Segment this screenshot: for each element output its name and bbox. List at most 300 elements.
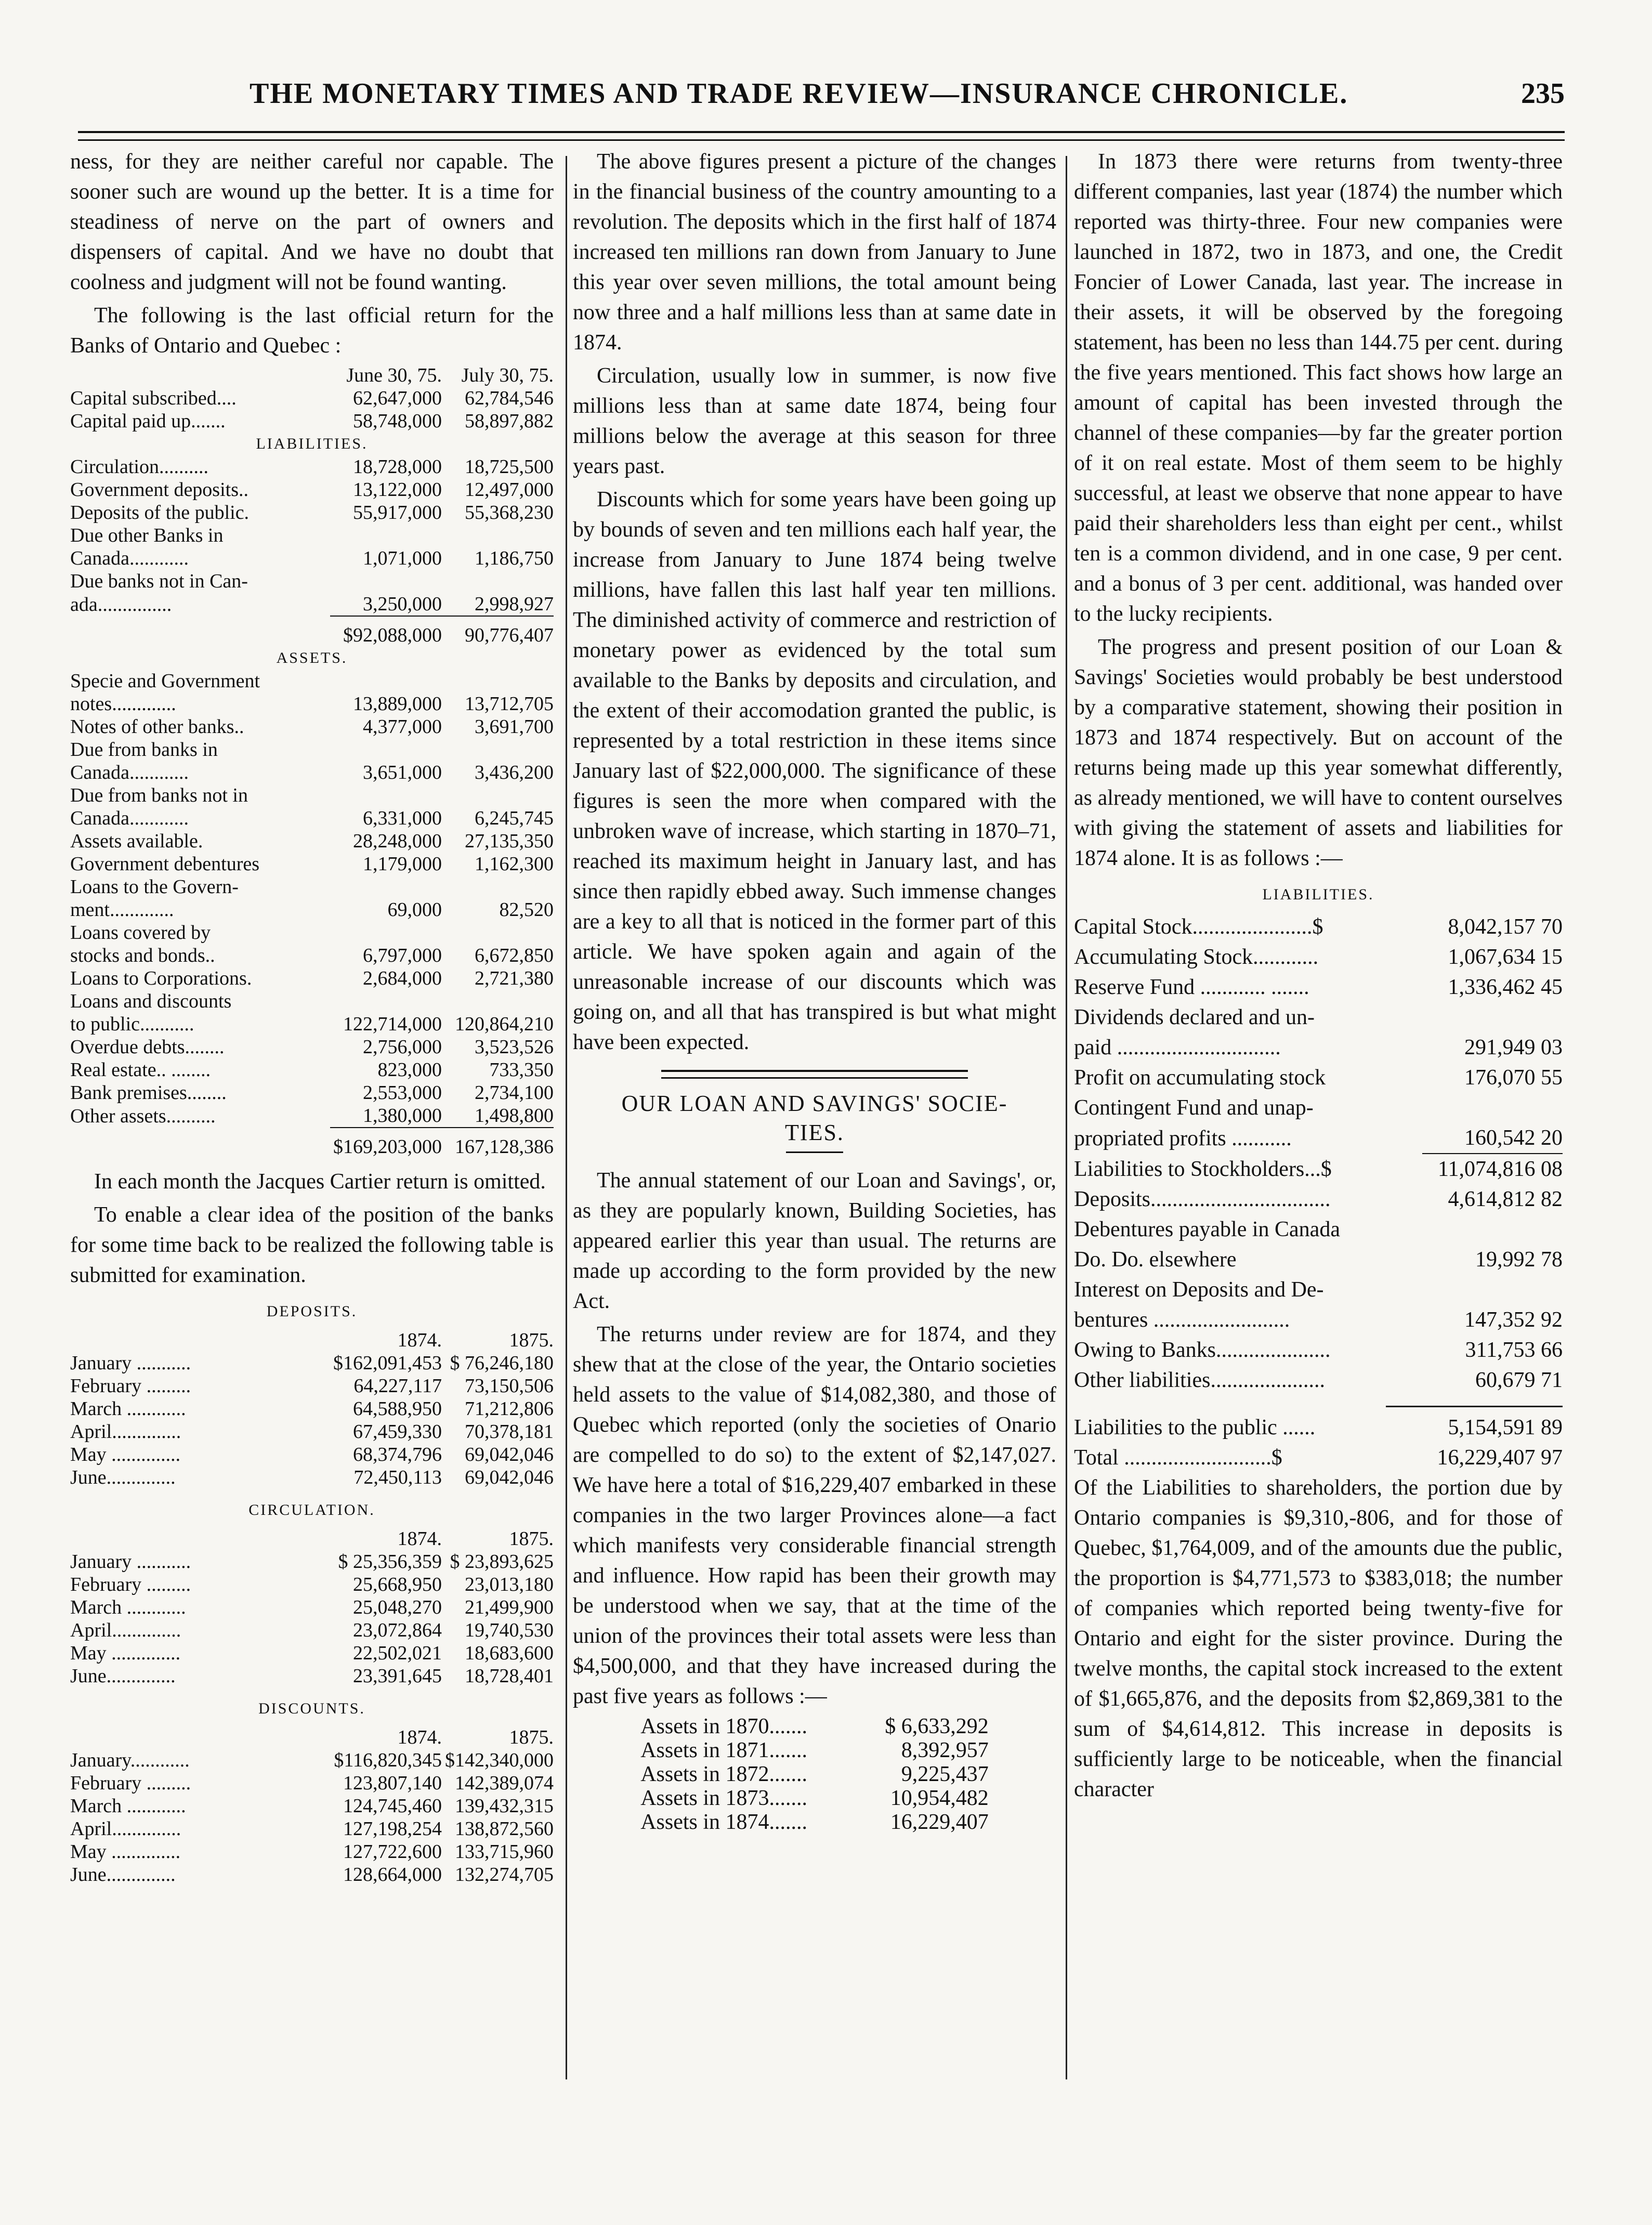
cell-value: 72,450,113 <box>353 1467 442 1488</box>
paragraph: The above figures present a picture of the changes in the financial business of the country amounting to a revolution. The deposits which in the first half of 1874 increased ten millions ran down from January to June this year over seven millions, the total amount being now three and a half millions less than at same date in 1874. <box>573 150 1056 355</box>
table-row <box>70 875 554 898</box>
cell-value: 55,368,230 <box>465 502 554 523</box>
row-label: Assets in 1872....... <box>640 1762 808 1786</box>
cell-value: 2,756,000 <box>363 1036 442 1058</box>
table-row <box>70 547 554 570</box>
cell-value: 6,672,850 <box>475 945 554 966</box>
cell-value: 4,377,000 <box>363 716 442 738</box>
table-row <box>70 967 554 990</box>
row-label: ment............. <box>70 899 174 921</box>
row-label: March ............ <box>70 1596 186 1618</box>
cell-value: 1,380,000 <box>363 1105 442 1127</box>
cell-value: $ 76,246,180 <box>450 1352 554 1374</box>
table-row <box>70 1840 554 1863</box>
society-liabilities-table <box>1074 912 1563 1395</box>
paragraph: Discounts which for some years have been going up by bounds of seven and ten millions each half year, the increase from January to June 1874 being twelve millions, have fallen this last half year ten millions. The diminished activity of commerce and restriction of monetary power as evidenced by the total sum available to the Banks by deposits and circulation, and the extent of their accomodation granted the public, is represented by a total restriction in these items since January last of $22,000,000. The significance of these figures is seen the more when compared with the unbroken wave of increase, which starting in 1870–71, reached its maximum height in January last, and has since then rapidly ebbed away. Such immense changes are a key to all that is noticed in the former part of this article. We have spoken again and again of the unreasonable increase of our discounts which was going on, and all that has transpired is but what might have been expected. <box>573 488 1056 1054</box>
cell-value: $ 23,893,625 <box>450 1551 554 1573</box>
cell-value: 13,889,000 <box>353 693 442 715</box>
cell-value <box>442 570 554 593</box>
cell-value: 1,071,000 <box>363 547 442 569</box>
table-row <box>1074 1093 1563 1123</box>
monthly-table <box>70 1527 554 1687</box>
table-row <box>70 570 554 593</box>
row-value: 291,949 03 <box>1464 1036 1563 1059</box>
row-label: notes............. <box>70 693 176 715</box>
cell-value: 2,734,100 <box>475 1082 554 1104</box>
cell-value: 733,350 <box>489 1059 554 1081</box>
paragraph: The returns under review are for 1874, and they shew that at the close of the year, the Ontario societies held assets to the value of $14,082,380, and those of Quebec which reported (only the societies of Onario are compelled to do so) to the extent of $2,147,027. We have here a total of $16,229,407 embarked in these companies in the two larger Provinces alone—a fact which manifests very considerable financial strength and influence. How rapid has been their growth may be understood when we say, that at the time of the union of the provinces their total assets were less than $4,500,000, and that they have increased during the past five years as follows :— <box>573 1323 1056 1708</box>
cell-value <box>442 524 554 547</box>
article-title <box>573 1089 1056 1147</box>
row-value: 8,392,957 <box>901 1738 989 1762</box>
cell-value: 70,378,181 <box>465 1421 554 1443</box>
row-label: June.............. <box>70 1665 176 1687</box>
table-row <box>70 715 554 738</box>
monthly-table <box>70 1726 554 1886</box>
table-row <box>640 1762 989 1786</box>
cell-value: 68,374,796 <box>353 1444 442 1465</box>
monthly-tables <box>70 1297 554 1886</box>
society-totals-table <box>1074 1412 1563 1473</box>
column-header: June 30, 75. <box>346 364 442 386</box>
table-row <box>1074 1305 1563 1335</box>
column-3 <box>1074 147 1563 1808</box>
cell-value: 13,122,000 <box>353 479 442 501</box>
row-label: April.............. <box>70 1619 181 1641</box>
row-label: March ............ <box>70 1795 186 1817</box>
column-header: 1875. <box>509 1726 554 1748</box>
row-label: Government debentures <box>70 853 260 875</box>
table-row <box>70 921 554 944</box>
cell-value: 2,721,380 <box>475 967 554 989</box>
table-row <box>1074 1184 1563 1214</box>
row-value <box>1422 1002 1563 1032</box>
row-label: Total ...........................$ <box>1074 1446 1282 1470</box>
column-header: 1875. <box>509 1329 554 1351</box>
row-value: 160,542 20 <box>1464 1126 1563 1150</box>
row-label: Other liabilities..................... <box>1074 1368 1325 1392</box>
cell-value: 21,499,900 <box>465 1596 554 1618</box>
cell-value: 2,684,000 <box>363 967 442 989</box>
section-divider <box>661 1070 968 1079</box>
column-divider <box>566 156 567 2079</box>
table-row <box>70 1397 554 1420</box>
row-label: Debentures payable in Canada <box>1074 1218 1340 1241</box>
total-cell: $92,088,000 <box>330 616 442 647</box>
row-label: Contingent Fund and unap- <box>1074 1096 1314 1120</box>
cell-value: 71,212,806 <box>465 1398 554 1420</box>
cell-value: 18,725,500 <box>465 456 554 478</box>
cell-value: 123,807,140 <box>343 1772 442 1794</box>
row-label: March ............ <box>70 1398 186 1420</box>
running-head <box>78 77 1565 113</box>
cell-value: 18,728,000 <box>353 456 442 478</box>
cell-value: 23,072,864 <box>353 1619 442 1641</box>
row-label: Assets in 1871....... <box>640 1738 808 1762</box>
row-label: Due other Banks in <box>70 525 224 546</box>
cell-value: 25,668,950 <box>353 1574 442 1595</box>
monthly-table <box>70 1329 554 1489</box>
row-value: 8,042,157 70 <box>1448 915 1563 939</box>
table-row <box>640 1738 989 1762</box>
paragraph: In each month the Jacques Cartier return is omitted. <box>94 1170 546 1194</box>
cell-value: 69,042,046 <box>465 1467 554 1488</box>
row-label: Interest on Deposits and De- <box>1074 1278 1324 1302</box>
table-row <box>1074 1154 1563 1184</box>
cell-value: 13,712,705 <box>465 693 554 715</box>
section-head: LIABILITIES. <box>1262 886 1374 903</box>
row-label: Profit on accumulating stock <box>1074 1066 1326 1090</box>
row-value: 9,225,437 <box>901 1762 989 1786</box>
paragraph: The following is the last official return for the Banks of Ontario and Quebec : <box>70 304 554 358</box>
cell-value <box>442 875 554 898</box>
cell-value: 2,998,927 <box>475 593 554 615</box>
section-head: CIRCULATION. <box>248 1501 375 1519</box>
row-label: Due banks not in Can- <box>70 570 248 592</box>
cell-value <box>330 524 442 547</box>
column-1 <box>70 147 554 1886</box>
table-row <box>70 455 554 478</box>
section-head: DEPOSITS. <box>266 1303 358 1320</box>
paragraph: The annual statement of our Loan and Savings', or, as they are popularly known, Building Societies, has appeared earlier this year than usual. The returns are made up according to the form provided by the new Act. <box>573 1169 1056 1313</box>
cell-value <box>330 875 442 898</box>
row-value: 19,992 78 <box>1475 1248 1563 1272</box>
row-label: February ......... <box>70 1772 191 1794</box>
row-label: Bank premises........ <box>70 1082 227 1104</box>
bank-return-table <box>70 364 554 1158</box>
column-header: 1875. <box>509 1528 554 1550</box>
blank-cell <box>70 1329 330 1352</box>
table-row <box>1074 1214 1563 1245</box>
cell-value: 22,502,021 <box>353 1642 442 1664</box>
cell-value: $116,820,345 <box>334 1749 442 1771</box>
total-cell: 90,776,407 <box>442 616 554 647</box>
row-value: 1,067,634 15 <box>1448 945 1563 969</box>
row-label: January ........... <box>70 1551 191 1573</box>
column-2 <box>573 147 1056 1834</box>
row-label: May .............. <box>70 1642 181 1664</box>
cell-value: 23,013,180 <box>465 1574 554 1595</box>
table-row <box>70 478 554 501</box>
row-label: Government deposits.. <box>70 479 249 501</box>
table-row <box>70 1817 554 1840</box>
row-label: April.............. <box>70 1421 181 1443</box>
section-head: DISCOUNTS. <box>258 1700 365 1717</box>
row-label: Specie and Government <box>70 670 260 692</box>
cell-value: 132,274,705 <box>455 1864 554 1886</box>
cell-value: 823,000 <box>377 1059 442 1081</box>
cell-value: 6,797,000 <box>363 945 442 966</box>
table-row <box>1074 1032 1563 1063</box>
cell-value: 1,162,300 <box>475 853 554 875</box>
row-label: propriated profits ........... <box>1074 1127 1292 1150</box>
row-label: Loans to the Govern- <box>70 876 239 898</box>
column-divider <box>1066 156 1067 2079</box>
table-row <box>70 830 554 853</box>
row-value: 1,336,462 45 <box>1448 975 1563 999</box>
cell-value: $162,091,453 <box>333 1352 442 1374</box>
row-label: February ......... <box>70 1375 191 1397</box>
paragraph: ness, for they are neither careful nor capable. The sooner such are wound up the better. It is a time for steadiness of nerve on the part of owners and dispensers of capital. And we have no doubt that coolness and judgment will not be found wanting. <box>70 150 554 294</box>
title-rule <box>786 1151 843 1153</box>
row-value: 16,229,407 97 <box>1437 1446 1563 1470</box>
table-row <box>70 784 554 807</box>
row-label: Overdue debts........ <box>70 1036 225 1058</box>
row-label: Reserve Fund ............ ....... <box>1074 975 1309 999</box>
cell-value: $ 25,356,359 <box>338 1551 442 1573</box>
cell-value: 28,248,000 <box>353 830 442 852</box>
total-row <box>70 1128 554 1158</box>
row-label: Canada............ <box>70 547 189 569</box>
article-title-line: OUR LOAN AND SAVINGS' SOCIE- <box>621 1091 1008 1116</box>
row-value: 311,753 66 <box>1465 1338 1563 1362</box>
row-value: 147,352 92 <box>1464 1308 1563 1332</box>
row-label: Due from banks in <box>70 739 218 761</box>
row-label: ada............... <box>70 594 172 616</box>
assets-by-year-table <box>640 1714 989 1834</box>
column-header: July 30, 75. <box>461 364 554 386</box>
table-row <box>70 1081 554 1104</box>
cell-value <box>330 784 442 807</box>
total-row <box>70 616 554 647</box>
table-row <box>1074 1443 1563 1473</box>
table-row <box>1074 1002 1563 1032</box>
table-row <box>1074 1123 1563 1154</box>
row-label: May .............. <box>70 1841 181 1863</box>
table-row <box>70 1104 554 1128</box>
table-row <box>70 593 554 616</box>
cell-value: 122,714,000 <box>343 1013 442 1035</box>
row-label: Liabilities to Stockholders...$ <box>1074 1157 1332 1181</box>
row-label: Assets in 1870....... <box>640 1714 808 1738</box>
row-label: Accumulating Stock............ <box>1074 945 1319 969</box>
table-header-row <box>70 364 554 387</box>
column-header: 1874. <box>397 1329 442 1351</box>
cell-value: 3,250,000 <box>363 593 442 615</box>
row-label: Canada............ <box>70 762 189 783</box>
header-double-rule <box>78 131 1565 141</box>
table-row <box>70 738 554 761</box>
cell-value: 55,917,000 <box>353 502 442 523</box>
paragraph: To enable a clear idea of the position of the banks for some time back to be realized the following table is submitted for examination. <box>70 1203 554 1287</box>
table-row <box>1074 972 1563 1002</box>
total-rule <box>1386 1406 1563 1407</box>
table-row <box>1074 1335 1563 1365</box>
row-label: Other assets.......... <box>70 1105 216 1127</box>
table-row <box>70 1352 554 1375</box>
row-label: June.............. <box>70 1864 176 1886</box>
cell-value: 64,227,117 <box>353 1375 442 1397</box>
cell-value: 124,745,460 <box>343 1795 442 1817</box>
blank-cell <box>70 1527 330 1550</box>
column-header: 1874. <box>397 1528 442 1550</box>
table-row <box>1074 912 1563 942</box>
row-label: Assets in 1874....... <box>640 1810 808 1834</box>
cell-value: 128,664,000 <box>343 1864 442 1886</box>
row-label: paid .............................. <box>1074 1036 1281 1059</box>
table-row <box>70 1550 554 1573</box>
table-row <box>70 1795 554 1817</box>
table-row <box>70 1013 554 1036</box>
cell-value: 58,748,000 <box>353 410 442 432</box>
row-label: Due from banks not in <box>70 784 248 806</box>
cell-value: 19,740,530 <box>465 1619 554 1641</box>
row-label: Notes of other banks.. <box>70 716 244 738</box>
table-row <box>70 1573 554 1596</box>
table-header-row <box>70 1527 554 1550</box>
row-label: February ......... <box>70 1574 191 1595</box>
cell-value: $142,340,000 <box>445 1749 554 1771</box>
table-row <box>1074 1063 1563 1093</box>
row-label: Loans and discounts <box>70 990 232 1012</box>
section-head: LIABILITIES. <box>256 435 368 452</box>
cell-value: 58,897,882 <box>465 410 554 432</box>
table-row <box>70 1749 554 1772</box>
total-cell: $169,203,000 <box>330 1128 442 1158</box>
row-value <box>1422 1093 1563 1123</box>
cell-value: 142,389,074 <box>455 1772 554 1794</box>
table-row <box>70 761 554 784</box>
cell-value: 67,459,330 <box>353 1421 442 1443</box>
blank-cell <box>70 1726 330 1749</box>
row-label: Capital subscribed.... <box>70 387 237 409</box>
table-row <box>70 990 554 1013</box>
cell-value: 127,198,254 <box>343 1818 442 1840</box>
cell-value: 23,391,645 <box>353 1665 442 1687</box>
cell-value: 6,245,745 <box>475 807 554 829</box>
table-row <box>1074 942 1563 972</box>
cell-value: 73,150,506 <box>465 1375 554 1397</box>
cell-value: 138,872,560 <box>455 1818 554 1840</box>
table-row <box>70 501 554 524</box>
table-row <box>70 1466 554 1489</box>
table-row <box>70 692 554 715</box>
cell-value <box>442 670 554 692</box>
cell-value: 133,715,960 <box>455 1841 554 1863</box>
table-row <box>1074 1412 1563 1443</box>
cell-value: 1,186,750 <box>475 547 554 569</box>
table-row <box>1074 1365 1563 1395</box>
row-value <box>1422 1214 1563 1245</box>
table-row <box>640 1714 989 1738</box>
row-label: to public........... <box>70 1013 194 1035</box>
table-row <box>70 1058 554 1081</box>
table-row <box>70 944 554 967</box>
row-label: Deposits................................. <box>1074 1187 1331 1211</box>
row-label: Deposits of the public. <box>70 502 250 523</box>
table-row <box>70 1665 554 1687</box>
cell-value: 69,000 <box>387 899 442 921</box>
cell-value: 82,520 <box>499 899 554 921</box>
paragraph: The progress and present position of our Loan & Savings' Societies would probably be best understood by a comparative statement, showing their position in 1873 and 1874 respectively. But on account of the returns being made up this year somewhat differently, as already mentioned, we will have to content ourselves with giving the statement of assets and liabilities for 1874 alone. It is as follows :— <box>1074 635 1563 870</box>
row-label: April.............. <box>70 1818 181 1840</box>
cell-value: 2,553,000 <box>363 1082 442 1104</box>
table-row <box>70 1420 554 1443</box>
table-row <box>70 410 554 433</box>
table-row <box>70 807 554 830</box>
row-label: Circulation.......... <box>70 456 208 478</box>
cell-value: 6,331,000 <box>363 807 442 829</box>
row-value: 16,229,407 <box>890 1810 989 1834</box>
row-label: Capital paid up....... <box>70 410 226 432</box>
article-title-line: TIES. <box>785 1120 844 1145</box>
row-value: 176,070 55 <box>1464 1066 1563 1090</box>
row-value: 4,614,812 82 <box>1448 1187 1563 1211</box>
table-row <box>70 1443 554 1466</box>
cell-value: 12,497,000 <box>465 479 554 501</box>
table-row <box>1074 1275 1563 1305</box>
row-value: 5,154,591 89 <box>1448 1416 1563 1439</box>
total-cell: 167,128,386 <box>442 1128 554 1158</box>
table-row <box>70 1619 554 1642</box>
cell-value: 25,048,270 <box>353 1596 442 1618</box>
table-row <box>70 387 554 410</box>
table-row <box>640 1786 989 1810</box>
cell-value: 3,523,526 <box>475 1036 554 1058</box>
page-number: 235 <box>1521 77 1565 110</box>
row-label: Owing to Banks..................... <box>1074 1338 1331 1362</box>
cell-value: 120,864,210 <box>455 1013 554 1035</box>
row-label: stocks and bonds.. <box>70 945 215 966</box>
row-label: January ........... <box>70 1352 191 1374</box>
row-label: Loans to Corporations. <box>70 967 252 989</box>
table-row <box>70 1375 554 1397</box>
cell-value <box>442 784 554 807</box>
cell-value: 3,651,000 <box>363 762 442 783</box>
paragraph: In 1873 there were returns from twenty-three different companies, last year (1874) the number which reported was thirty-three. Four new companies were launched in 1872, two in 1873, and one, the Credit Foncier of Lower Canada, last year. The increase in their assets, it will be observed by the foregoing statement, has been no less than 144.75 per cent. during the five years mentioned. This fact shows how large an amount of capital has been invested through the channel of these companies—by far the greater portion of it on real estate. Most of them seem to be highly successful, at least we observe that none appear to have paid their shareholders less than eight per cent., whilst ten is a common dividend, and in one case, 9 per cent. and a bonus of 3 per cent. additional, was handed over to the lucky recipients. <box>1074 150 1563 626</box>
row-value: 10,954,482 <box>890 1786 989 1810</box>
cell-value: 3,436,200 <box>475 762 554 783</box>
cell-value: 18,683,600 <box>465 1642 554 1664</box>
cell-value: 62,647,000 <box>353 387 442 409</box>
row-label: Liabilities to the public ...... <box>1074 1416 1316 1439</box>
row-label: Assets available. <box>70 830 203 852</box>
cell-value: 18,728,401 <box>465 1665 554 1687</box>
cell-value <box>330 990 442 1013</box>
row-label: Canada............ <box>70 807 189 829</box>
table-row <box>640 1810 989 1834</box>
row-value: $ 6,633,292 <box>885 1714 989 1738</box>
column-header: 1874. <box>397 1726 442 1748</box>
cell-value <box>330 670 442 692</box>
cell-value: 69,042,046 <box>465 1444 554 1465</box>
paragraph: Of the Liabilities to shareholders, the portion due by Ontario companies is $9,310,-806, and for those of Quebec, $1,764,009, and of the amounts due the public, the proportion is $4,771,573 to $383,018; the number of companies which reported being twenty-five for Ontario and eight for the sister province. During the twelve months, the capital stock increased to the extent of $1,665,876, and the deposits from $2,869,381 to the sum of $4,614,812. This increase in deposits is sufficiently large to be noticeable, when the financial character <box>1074 1476 1563 1801</box>
table-row <box>1074 1245 1563 1275</box>
table-header-row <box>70 1329 554 1352</box>
cell-value <box>442 738 554 761</box>
section-head: ASSETS. <box>276 649 348 666</box>
row-label: January............ <box>70 1749 190 1771</box>
page-title: THE MONETARY TIMES AND TRADE REVIEW—INSURANCE CHRONICLE. <box>250 77 1348 110</box>
table-row <box>70 853 554 875</box>
row-label: Capital Stock......................$ <box>1074 915 1323 939</box>
paragraph: Circulation, usually low in summer, is now five millions less than at same date 1874, being four millions below the average at this season for three years past. <box>573 364 1056 478</box>
table-row <box>70 670 554 692</box>
table-row <box>70 898 554 921</box>
table-row <box>70 524 554 547</box>
row-label: Real estate.. ........ <box>70 1059 211 1081</box>
cell-value <box>330 738 442 761</box>
row-label: May .............. <box>70 1444 181 1465</box>
table-row <box>70 1642 554 1665</box>
table-row <box>70 1863 554 1886</box>
row-value: 60,679 71 <box>1475 1368 1563 1392</box>
cell-value <box>442 921 554 944</box>
table-row <box>70 1036 554 1058</box>
table-row <box>70 1772 554 1795</box>
row-label: bentures ......................... <box>1074 1308 1290 1332</box>
table-header-row <box>70 1726 554 1749</box>
